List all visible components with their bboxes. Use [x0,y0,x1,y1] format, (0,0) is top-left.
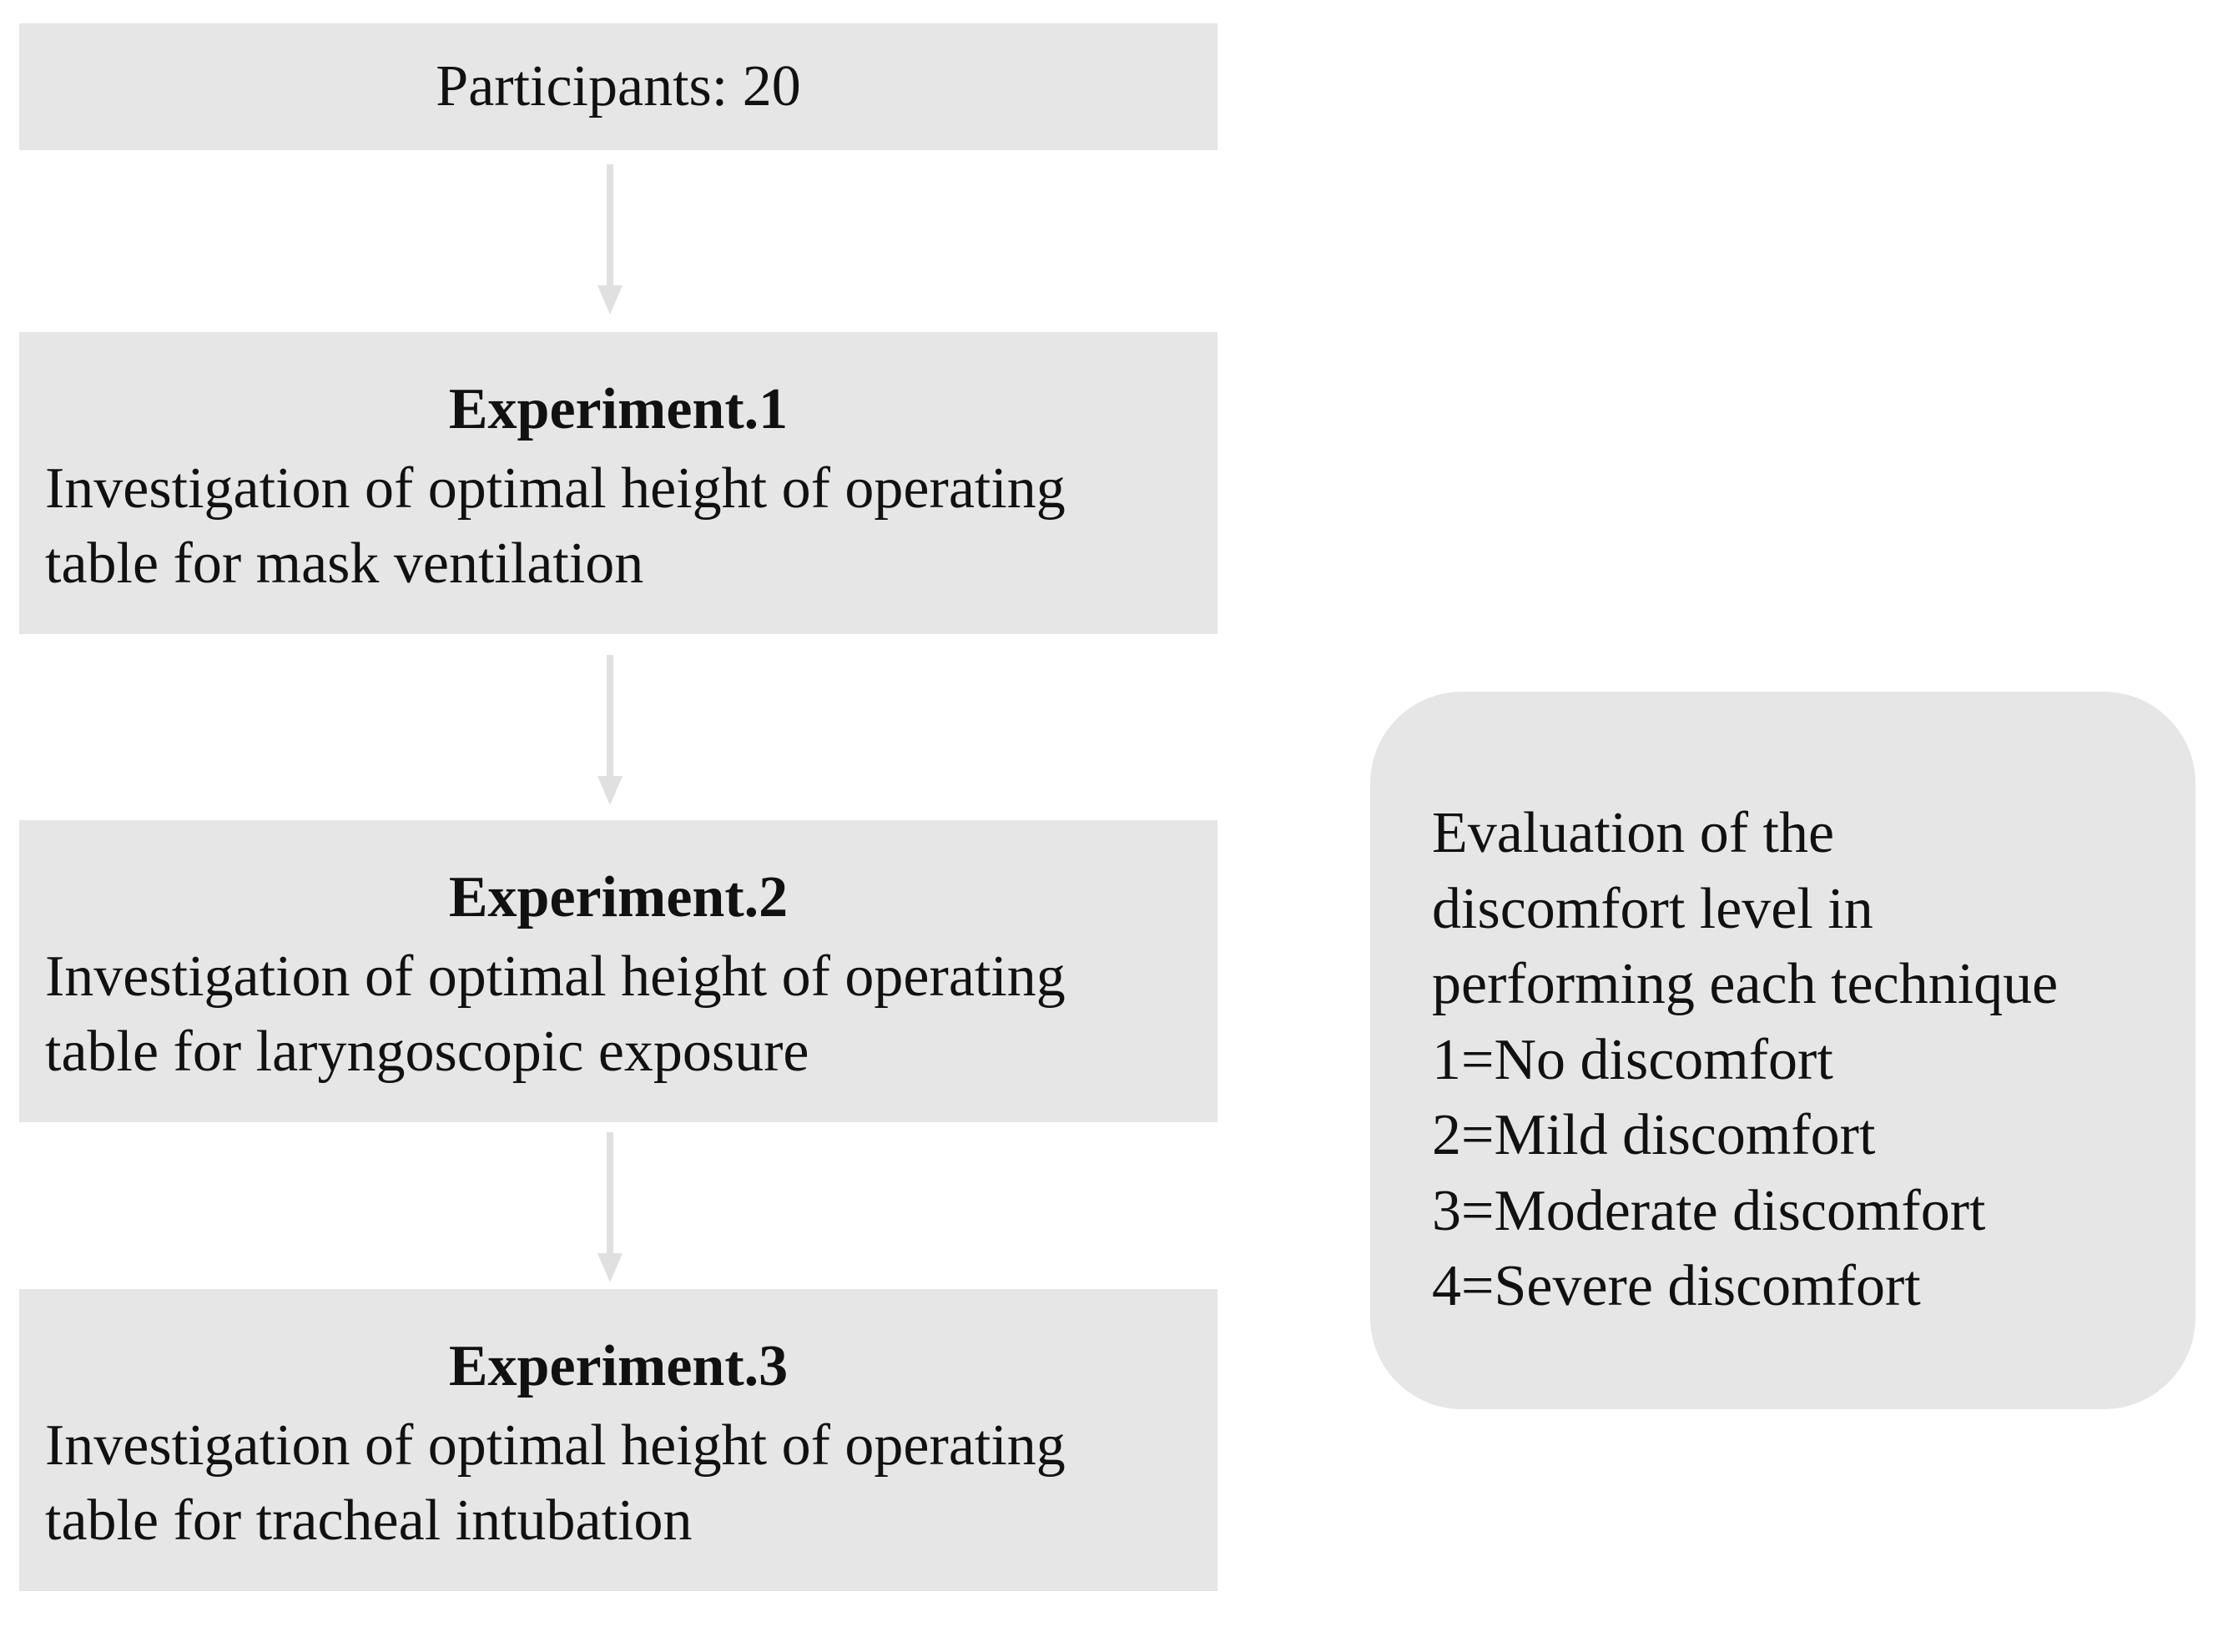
experiment-1-box [19,332,1217,634]
experiment-3-description-line-1: Investigation of optimal height of operating [45,1413,1066,1478]
experiment-1-description-line-2: table for mask ventilation [45,531,644,596]
scale-item-2: 2=Mild discomfort [1432,1103,1876,1167]
experiment-2-description-line-1: Investigation of optimal height of operating [45,944,1066,1009]
evaluation-heading-line-2: discomfort level in [1432,876,1873,941]
scale-item-4: 4=Severe discomfort [1432,1254,1921,1318]
experiment-1-description [45,451,1201,602]
experiment-1-title: Experiment.1 [448,377,789,441]
evaluation-text [1432,796,2058,1325]
experiment-2-description [45,939,1201,1090]
experiment-3-description-line-2: table for tracheal intubation [45,1488,693,1553]
evaluation-box [1370,692,2195,1409]
evaluation-heading-line-1: Evaluation of the [1432,801,1835,865]
flow-arrow-down [597,164,623,315]
flow-arrow-down [597,655,623,805]
scale-item-1: 1=No discomfort [1432,1027,1833,1092]
experiment-2-title: Experiment.2 [448,865,789,929]
experiment-3-title: Experiment.3 [448,1334,789,1398]
participants-box [19,23,1217,150]
experiment-2-box [19,820,1217,1122]
experiment-1-description-line-1: Investigation of optimal height of operating [45,456,1066,521]
flow-arrow-down [597,1132,623,1282]
evaluation-heading-line-3: performing each technique [1432,952,2059,1016]
participants-label: Participants: 20 [436,54,801,118]
experiment-3-box [19,1289,1217,1591]
experiment-2-description-line-2: table for laryngoscopic exposure [45,1020,809,1084]
scale-item-3: 3=Moderate discomfort [1432,1178,1986,1243]
experiment-3-description [45,1408,1201,1559]
